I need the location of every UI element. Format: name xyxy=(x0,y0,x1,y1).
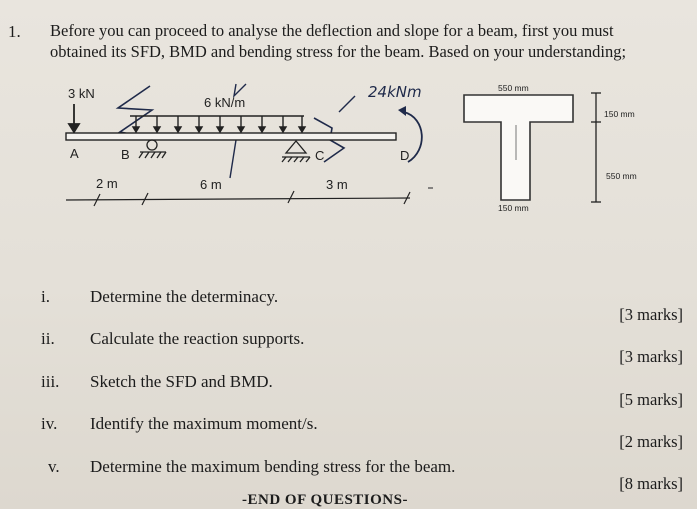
point-label-c: C xyxy=(315,148,325,163)
point-label-a: A xyxy=(70,146,79,161)
question-number: 1. xyxy=(8,22,21,41)
intro-line-2: obtained its SFD, BMD and bending stress for the beam. Based on your understanding; xyxy=(50,42,627,61)
beam-diagram xyxy=(66,83,433,206)
end-of-questions: -END OF QUESTIONS- xyxy=(242,492,408,508)
item-label-2: ii. xyxy=(41,329,55,348)
beam xyxy=(66,133,396,140)
point-load-arrow xyxy=(69,104,79,132)
support-b xyxy=(139,140,166,158)
span-label-ab: 2 m xyxy=(96,176,118,191)
t-section xyxy=(464,83,637,213)
web-width-label: 150 mm xyxy=(498,203,529,213)
span-label-bc: 6 m xyxy=(200,177,222,192)
point-label-b: B xyxy=(121,147,130,162)
point-label-d: D xyxy=(400,148,410,163)
item-text-3: Sketch the SFD and BMD. xyxy=(90,372,273,391)
item-label-4: iv. xyxy=(41,414,58,433)
item-marks-3: [5 marks] xyxy=(619,390,683,409)
item-text-1: Determine the determinacy. xyxy=(90,287,279,306)
item-marks-1: [3 marks] xyxy=(619,305,683,324)
udl-label: 6 kN/m xyxy=(204,95,246,110)
item-marks-2: [3 marks] xyxy=(619,347,683,366)
depth-dimension xyxy=(591,93,601,202)
item-label-5: v. xyxy=(48,457,60,476)
point-load-label: 3 kN xyxy=(68,86,95,101)
flange-thickness-label: 150 mm xyxy=(604,109,635,119)
udl-load xyxy=(130,116,305,132)
item-text-5: Determine the maximum bending stress for the beam. xyxy=(90,457,456,476)
span-label-cd: 3 m xyxy=(326,177,348,192)
t-section-outline xyxy=(464,95,573,200)
item-marks-5: [8 marks] xyxy=(619,474,683,493)
item-text-4: Identify the maximum moment/s. xyxy=(90,414,318,433)
support-c xyxy=(282,141,310,162)
item-label-3: iii. xyxy=(41,372,60,391)
item-text-2: Calculate the reaction supports. xyxy=(90,329,305,348)
intro-line-1: Before you can proceed to analyse the deflection and slope for a beam, first you must xyxy=(50,21,614,40)
item-label-1: i. xyxy=(41,287,50,306)
overall-depth-label: 550 mm xyxy=(606,171,637,181)
item-marks-4: [2 marks] xyxy=(619,432,683,451)
dimension-line xyxy=(66,191,410,206)
moment-label: 24kNm xyxy=(368,83,422,101)
flange-width-label: 550 mm xyxy=(498,83,529,93)
